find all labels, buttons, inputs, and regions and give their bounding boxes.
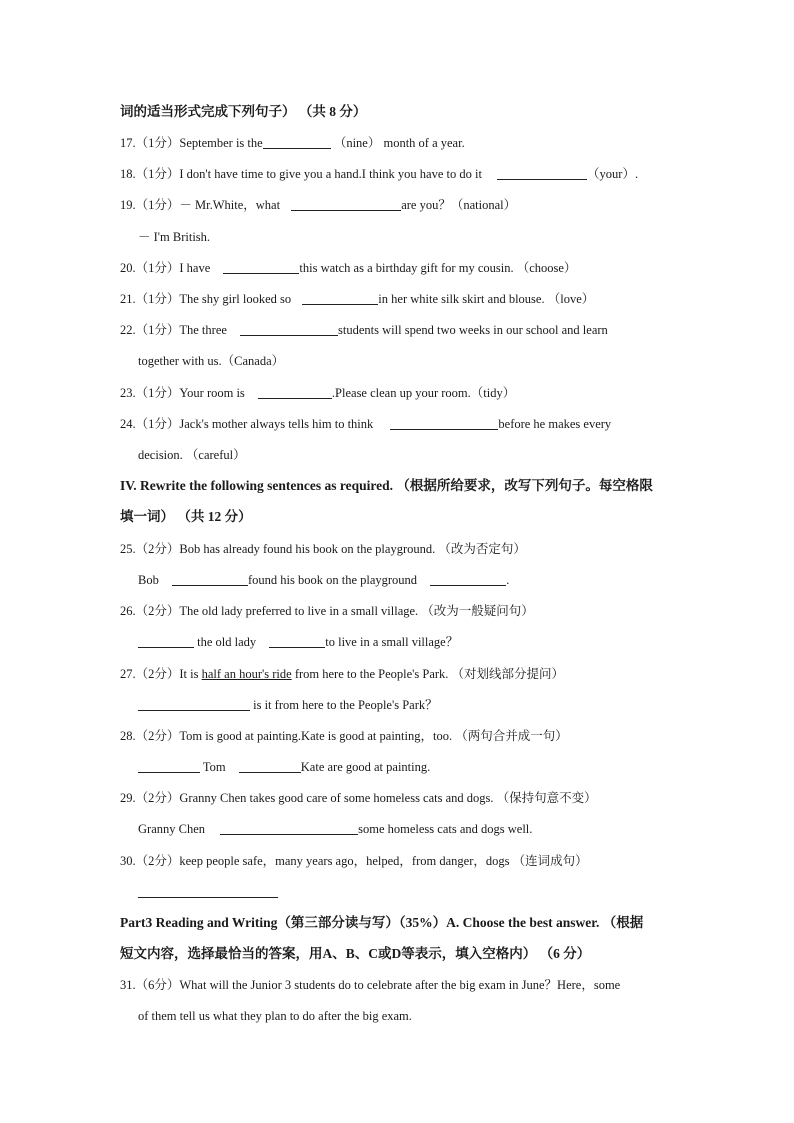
answer-blank[interactable] [138, 884, 278, 898]
question-19: 19.（1分）－ Mr.White，what are you？（national） [120, 198, 517, 212]
question-29-answer: Granny Chen some homeless cats and dogs well. [138, 822, 533, 836]
part-3-title: Part3 Reading and Writing（第三部分读与写）（35%）A. Choose the best answer. （根据 [120, 915, 644, 930]
question-20: 20.（1分）I have this watch as a birthday gift for my cousin. （choose） [120, 261, 577, 275]
question-19-response: － I'm British. [138, 230, 211, 244]
question-17: 17.（1分）September is the （nine） month of a year. [120, 136, 465, 150]
answer-blank[interactable] [390, 416, 498, 430]
answer-blank[interactable] [269, 634, 325, 648]
question-26-answer: the old lady to live in a small village？ [138, 633, 734, 651]
question-22: 22.（1分）The three students will spend two weeks in our school and learn [120, 323, 608, 337]
answer-blank[interactable] [138, 634, 194, 648]
answer-blank[interactable] [138, 697, 250, 711]
answer-blank[interactable] [239, 759, 301, 773]
question-30-answer [138, 883, 734, 901]
question-26: 26.（2分）The old lady preferred to live in a small village. （改为一般疑问句） [120, 604, 534, 618]
question-29: 29.（2分）Granny Chen takes good care of some homeless cats and dogs. （保持句意不变） [120, 791, 597, 805]
question-18: 18.（1分）I don't have time to give you a hand.I think you have to do it （your）. [120, 167, 639, 181]
underlined-phrase: half an hour's ride [201, 667, 292, 681]
question-31: 31.（6分）What will the Junior 3 students do to celebrate after the big exam in June？Here，some [120, 978, 621, 992]
answer-blank[interactable] [497, 166, 587, 180]
answer-blank[interactable] [258, 385, 332, 399]
question-28: 28.（2分）Tom is good at painting.Kate is good at painting，too. （两句合并成一句） [120, 729, 568, 743]
answer-blank[interactable] [302, 291, 378, 305]
question-28-answer: Tom Kate are good at painting. [138, 758, 734, 776]
question-25-answer: Bob found his book on the playground . [138, 573, 510, 587]
answer-blank[interactable] [263, 135, 331, 149]
question-25: 25.（2分）Bob has already found his book on the playground. （改为否定句） [120, 542, 526, 556]
answer-blank[interactable] [138, 759, 200, 773]
section-heading-continued: 词的适当形式完成下列句子） （共 8 分） [120, 104, 367, 119]
answer-blank[interactable] [223, 260, 299, 274]
question-27: 27.（2分）It is half an hour's ride from here to the People's Park. （对划线部分提问） [120, 667, 565, 681]
answer-blank[interactable] [240, 322, 338, 336]
answer-blank[interactable] [172, 572, 248, 586]
answer-blank[interactable] [430, 572, 506, 586]
question-24-cont: decision. （careful） [138, 448, 246, 462]
answer-blank[interactable] [291, 197, 401, 211]
question-27-answer: is it from here to the People's Park？ [138, 696, 734, 714]
answer-blank[interactable] [220, 821, 358, 835]
question-22-cont: together with us.（Canada） [138, 354, 285, 368]
question-21: 21.（1分）The shy girl looked so in her white silk skirt and blouse. （love） [120, 292, 595, 306]
question-24: 24.（1分）Jack's mother always tells him to think before he makes every [120, 417, 612, 431]
section-4-title-cont: 填一词） （共 12 分） [120, 509, 252, 524]
question-30: 30.（2分）keep people safe，many years ago，helped，from danger，dogs （连词成句） [120, 854, 588, 868]
question-31-cont: of them tell us what they plan to do after the big exam. [138, 1009, 412, 1023]
part-3-title-cont: 短文内容，选择最恰当的答案，用A、B、C或D等表示，填入空格内） （6 分） [120, 946, 591, 961]
question-23: 23.（1分）Your room is .Please clean up your room.（tidy） [120, 386, 516, 400]
section-4-title: IV. Rewrite the following sentences as required. （根据所给要求，改写下列句子。每空格限 [120, 478, 653, 493]
